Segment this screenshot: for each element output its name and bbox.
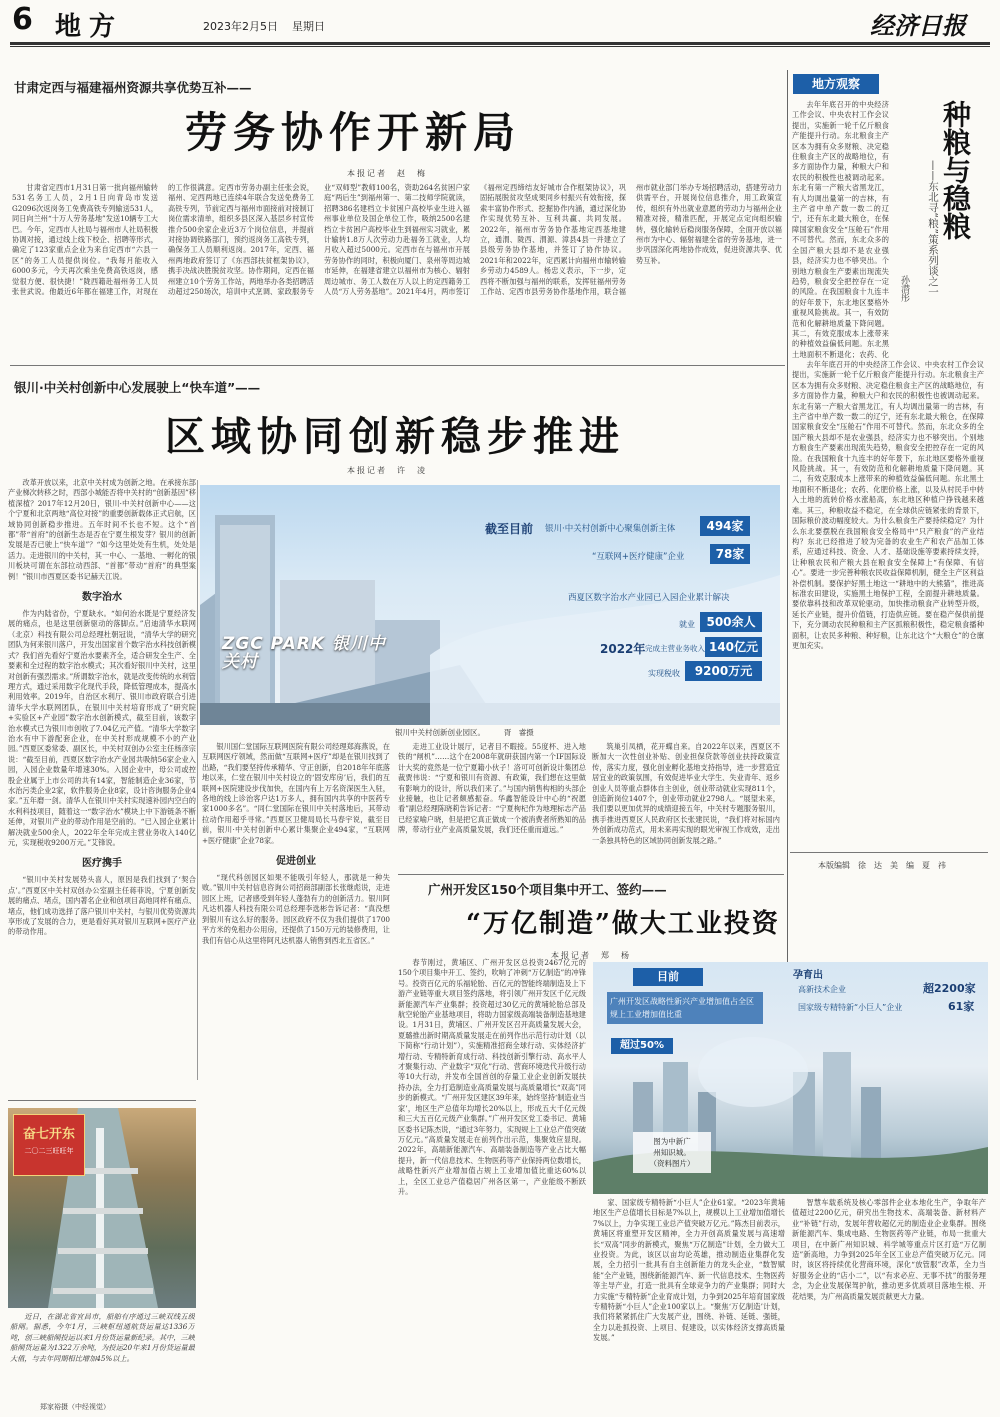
subhead-startup: 促进创业 [276,856,316,868]
header-rule [10,42,990,45]
article2-column-3 [398,742,586,857]
info3-caption-line-1: 图为中新广 [653,1137,691,1146]
info3-item1-label: 高新技术企业 [798,985,846,994]
article2-intro: 改革开放以来，北京中关村成为创新之地。在承接东部产业梯次转移之时，西部小城能否将中关村的“创新基因”移植深植？2017年12月20日，银川·中关村创新中心——这个宁夏和北京两地“高位对接”的重要创新载体正式启航，区域协同创新稳步推进。五年时间不长也不短。这个“首都”带“首府”的创新生态是否在宁夏生根发芽？银川的创新发展是否已驶上“快车道”？“如今这里处处有生机，处处是活力。走进银川的中关村，其一中心、一基地、一孵化的银川板块可谓在东部拉动西部、“首都”带动“首府”的典型案例！”银川市西夏区委书记赫天江说。 [8,478,196,581]
article1-byline: 本报记者 赵 梅 [347,169,427,178]
article3-column-2 [593,1198,785,1410]
zgc-park-photo [200,485,780,725]
photo-caption-zgc: 银川中关村创新创业园区。 胥 睿摄 [395,728,534,737]
new-year-stamp [13,1114,85,1176]
info3-caption-line-3: （资料图片） [649,1159,695,1168]
article2-byline: 本报记者 许 凌 [347,466,427,475]
article3-title: “万亿制造”做大工业投资 [466,909,780,939]
article1-body [12,183,782,356]
article1-kicker: 甘肃定西与福建福州资源共享优势互补—— [14,80,252,95]
article2-digital-text: 作为内陆省份，宁夏缺水。“如何治水既是宁夏经济发展的痛点，也是这里创新驱动的落脚点。”启迪清华水联网（北京）科技有限公司总经理杜朝冠说，“清华大学的研究团队为何来银川落户，开发出国家首个数字治水科技创新模式？我们首先看好宁夏治水要素齐全，适合研发全生产、全要素和全过程的数字治水模式；其次看好银川中关村，这里对创新有强烈需求。”所谓数字治水，就是改变传统的水利管理方式，通过采用数字化现代手段，降低管理成本，提高水利用效率。2019年，自治区水利厅、银川市政府联合引进清华大学水联网团队，在银川中关村培育形成了“研究院+实验区+产业园”数字治水创新模式，截至目前，该数字治水模式已为银川市创收了7.04亿元产值。“清华大学数字治水有中下游配套企业，在中关村形成规模不小的产业园。”西夏区委常委、副区长，中关村双创办公室主任杨彦宗说：“截至目前，西夏区数字治水产业园共吸纳56家企业入园，入园企业数量年增速30%。入园企业中，母公司或控股企业属于上市公司的共有14家，智能制造企业36家，节水治污类企业2家，软件服务企业8家，设计咨询服务企业4家。”五年磨一剑。清华人在银川中关村实现速补园内空白的水利科技项目，随着这一“数字治水”模块上中下游链条不断延伸，对银川产业的带动作用是空前的。“已入园企业累计解决就业500余人，2022年全年完成主营业务收入140亿元，实现税收9200万元。”艾锋说。 [8,609,196,847]
three-gorges-caption [10,1312,195,1400]
article2-kicker: 银川·中关村创新中心发展驶上“快车道”—— [14,380,261,395]
issue-date: 2023年2月5日 [203,20,278,33]
page-editors: 本版编辑 徐 达 美 编 夏 祎 [818,861,946,870]
column-subtitle: ——东北寻“粮”策系列谈之一 [927,160,939,297]
article2-medical-text: “银川中关村发展势头喜人，原因是我们找到了‘契合点’。”西夏区中关村双创办公室副主任蒋菲说，宁夏创新发展的痛点、堵点，国内著名企业和创项目高地同样有痛点、堵点，他们成功选择了落户银川中关村，与银川优势资源共享形成了发展的合力，更是看好其对银川互联网+医疗产业的带动作用。 [8,875,196,937]
stamp-sub: 二〇二三旺旺年 [24,1147,74,1155]
stamp-title: 奋七开东 [22,1127,75,1142]
article2-column-4 [592,742,780,857]
article3-col2-text: 家、国家级专精特新“小巨人”企业61家。“2023年黄埔地区生产总值增长目标是7%以上，规模以上工业增加值增长7%以上，力争实现工业总产值突破万亿元。”陈杰目前表示，黄埔区将重塑开发区精神，全力开创高质量发展与高速增长“双高”同步的新模式，聚焦“万亿制造”计划，全力做大工业投资。为此，该区以亩均论英雄，推动制造业集群化发展，全力招引一批具有自主创新能力的龙头企业，“数智赋能”全产业链，围绕新能源汽车、新一代信息技术、生物医药等主导产业，打造一批具有全球竞争力的产业集群；同时大力实施“专精特新”企业育成计划，力争到2025年培育国家级专精特新“小巨人”企业100家以上。“聚焦‘万亿制造’计划，我们将紧紧抓住广大发展产业，围绕、补链、延链、强链，全力以赴抓投资、上项目、促建设，以实体经济支撑高质量发展。” [593,1198,785,1343]
article2-col2-text: 银川国仁堂国际互联网医院有限公司经理郑海燕说，在互联网医疗领域，然而做“互联网+医疗”却是在银川找到了出路，“我们要坚持传承精华、守正创新，自2018年年底落地以来，仁堂在银川中关村设立的‘固安库房’后，我们的互联网+医院建设步伐加快，在国内有上万名资深医生入驻，各地的线上诊治客户达1万多人，拥有国内共享的中医药专家1000多名”。“同仁堂国际在银川中关村落地后，其带动拉动作用超乎寻常。”西夏区卫健局局长马春宇说，截至目前，银川·中关村创新中心累计集聚企业494家，“互联网+医疗健康”企业78家。 [202,742,390,845]
knowledge-city-photo [593,962,988,1194]
column-text: 去年年底召开的中央经济工作会议、中央农村工作会议提出，实施新一轮千亿斤粮食产能提升行动。东北粮食主产区本为拥有众多财粮、决定稳住粮食主产区的战略地位，有多方面协作力量，种粮大户和农民的积极性也被调动起来。东北有第一产粮大省黑龙江，有人均调出量第一的吉林，有主产省中单产数一数二的辽宁，还有东北最大粮仓，在保障国家粮食安全“压舱石”作用不可替代。然而，东北众多的全国产粮大县却不是农业强县，经济实力也不够突出。个别地方粮食生产要素出现流失趋势，粮食安全把控存在一定的风险。在我国粮食十九连丰的好年景下，东北地区要格外重视风险挑战。其一，有效防范和化解耕地质量下降问题。其二，有效克服成本上涨带来的种植效益偏低问题。东北黑土地面积不断退化；农药、化 [792,100,889,358]
info3-item2-label: 国家级专精特新“小巨人”企业 [798,1003,903,1012]
page-number: 6 [12,2,33,37]
info3-caption-line-2: 州知识城。 [653,1148,691,1157]
stat-year-2022: 2022年 [600,642,646,656]
subhead-medical: 医疗携手 [82,858,122,870]
three-gorges-photo [8,1108,196,1308]
stat-value-tax: 9200万元 [685,661,762,681]
stat-value-medical: 78家 [710,544,750,564]
info3-gather: 孕育出 [793,970,823,981]
info3-as-of: 目前 [633,968,703,986]
stat-value-innovators: 494家 [700,516,750,536]
article3-col3-text: 智慧车载系统及核心零部件企业本地化生产，争取年产值超过2200亿元，研究出生物技术、高端装备、新材料产业“补链”行动，发展年营收超亿元的制造业企业集群。围绕新能源汽车、集成电路、生物医药等产业链，布局一批重大项目，在中新广州知识城、科学城等重点片区打造“万亿制造”新高地，力争到2025年全区工业总产值突破万亿元。同时，该区将持续优化营商环境，深化“放管服”改革，全力当好服务企业的“店小二”，以“有求必应、无事不扰”的服务理念，为企业发展保驾护航，推动更多优质项目落地生根、开花结果，为广州高质量发展贡献更大力量。 [792,1198,986,1301]
page-header [0,0,1000,42]
column-author: 孙潜彤 [899,275,909,302]
info3-left-value: 超过50% [611,1038,673,1054]
article3-kicker: 广州开发区150个项目集中开工、签约—— [428,882,667,897]
section-name: 地方 [55,12,124,42]
infographic-as-of: 截至目前 [485,522,534,536]
masthead-logo: 经济日报 [870,11,966,40]
three-gorges-credit: 郑家裕摄（中经视觉） [40,1403,110,1411]
article1-text: 甘肃省定西市1月31日第一批向福州输转531名务工人员，2月1日向青岛市发送G2096次返岗务工免费高铁专列输送531人，同日向兰州“十万人劳务基地”发送10辆专工大巴。今年，定西市人社局与福州市人社局积极协调对接，通过线上线下校企、招聘等形式，确定了123家重点企业为来自定西市“六县一区”的务工人员提供岗位。“我每月能收入6000多元，今天再次乘坐免费高铁返岗，感觉很方便、很快捷！”陇西籍赴福州务工人员张世武说。他最近6年都在福建工作，对现在的工作很满意。定西市劳务办副主任张会说，福州、定西两地已连续4年联合发送免费务工高铁专列，节前定西与福州市面接前对接制订岗位需求清单，组织多县区深入基层乡村宣传推介500余家企业近3万个岗位信息，并提前对接协调铁路部门，预约返岗务工高铁专列，确保务工人员顺利返岗。2017年，定西、福州两地政府签订了《东西部扶贫框架协议》，携手决战决胜脱贫攻坚。协作期间，定西在福州建立10个劳务工作站，两地举办各类招聘活动超过250场次，培训中式烹调、家政服务专业“双师型”教师100名，资助264名贫困户家庭“两后生”到福州第一、第二技师学院就读，招聘386名建档立卡贫困户高校毕业生进入福州事业单位及国企单位工作，吸纳2500名建档立卡贫困户高校毕业生到福州实习就业，累计输转1.8万人次劳动力赴福务工就业，人均月收入超过5000元。定西市在与福州市开展劳务协作的同时，积极向厦门、泉州等周边城市延伸，在福建省建立以福州市为核心、辐射周边城市、务工人数在万人以上的定西籍务工人员“万人劳务基地”。2021年4月，两市签订《福州定西缔结友好城市合作框架协议》，巩固拓展脱贫攻坚成果同乡村振兴有效衔接，探索丰富协作形式、挖掘协作内涵，通过深化协作实现优势互补、互利共赢、共同发展。2022年，福州市劳务协作基地定西基地建立，通渭、陇西、渭源、漳县4县一并建立了县级劳务协作基地，并签订了协作协议。2021年和2022年，定西累计向福州市输转输乡劳动力4589人。杨忠义表示，下一步，定西将不断加强与福州的联系，发挥驻福州劳务工作站、定西市县劳务协作基地作用，联合福州市就业部门举办专场招聘活动，搭建劳动力供需平台，开展岗位信息推介，用工政策宣传，组织有外出就业意愿的劳动力与福州企业精准对接，精准匹配，开展定点定向组织输转，强化输转后稳岗服务保障，全面开放以福州市为中心、辐射福建全省的劳务基地，进一步巩固深化两地协作成效，促进资源共享、优势互补。 [12,183,782,297]
article2-column-1 [8,478,196,1088]
stat-value-revenue: 140亿元 [705,637,762,657]
article2-col3-text: 走进工业设计展厅，记者目不暇接。55度杯、进入地铁的“闸机”……这个在2008年就研获国内第一个IF国际设计大奖的竟然是一位宁夏籍小伙子！洛可可创新设计集团总裁贾伟说：“宁夏和银川有资源、有政策，我们想在这里做有影响力的设计，所以我们来了。”与国内销售构相的头部企业接触，也让记者颇感振奋。华鑫智能设计中心的“祝愿看”副总经理陈晓莉告诉记者：“宁夏枸杞作为地理标志产品已经家喻户晓，但是把它真正做成一个被消费者所熟知的品牌，带动行业产业高质量发展，我们还任重而道远。” [398,742,586,835]
info3-item2-value: 61家 [948,1000,975,1013]
column-body-main [792,360,984,845]
info3-item1-value: 超2200家 [923,982,976,995]
article3-body-text: 春节刚过，黄埔区、广州开发区总投资2467亿元的150个项目集中开工、签约，吹响了冲刺“万亿制造”的冲锋号。投资百亿元的乐福轮胎、百亿元的智能终端制造及上下游产业链等重大项目签约落地，将引领广州开发区千亿元级新能源汽车产业集群；投资超过30亿元的黄埔轮胎总部及航空轮胎产业基地项目，将助力国家级高端装备制造基地建设。1月31日，黄埔区、广州开发区召开高质量发展大会，夏璐推出新时期高质量发展走在前列作出示范行动计划（以下简称“行动计划”），实施精准招商全球行动、实体经济扩增行动、专精特新育成行动、科技创新引擎行动、高水平人才聚集行动、产业数字“双化”行动、营商环境迭代升级行动等10大行动，并发布全国首创的存量工业企业创新发展扶持办法，全力打造制造业高质量发展与高质量增长“双高”同步的新模式。“广州开发区建区39年来，始终坚持‘制造业当家’，地区生产总值年均增长20%以上，形成五大千亿元级和三大五百亿元级产业集群。”广州开发区党工委书记、黄埔区委书记陈杰说，“通过3年努力，实现规上工业总产值突破万亿元。”高质量发展走在前列作出示范，集聚效应显现。2022年，高端新能源汽车、高端装备制造等产业占比大幅提升，新一代信息技术、生物医药等产业保持两位数增长，战略性新兴产业增加值占规上工业增加值比重达60%以上，全区工业总产值稳居广州各区第一，产业能级不断跃升。 [398,958,586,1196]
column-body-top [792,100,889,358]
stat-label-innovators: 银川·中关村创新中心聚集创新主体 [545,524,676,534]
subhead-digital-water: 数字治水 [82,592,122,604]
stat-sublabel-jobs: 就业 [679,620,695,629]
stat-label-employment: 西夏区数字治水产业园已入园企业累计解决 [568,593,730,603]
park-sign: ZGC PARK 银川中关村 [222,634,386,672]
stat-label-revenue: 完成主营业务收入 [645,644,705,653]
info3-caption [633,1132,711,1173]
article1-title: 劳务协作开新局 [185,108,522,157]
article2-column-2 [202,742,390,1082]
info3-left-label: 广州开发区战略性新兴产业增加值占全区规上工业增加值比重 [607,992,763,1024]
stat-value-jobs: 500余人 [700,612,762,632]
three-gorges-text: 近日，在湖北省宜昌市，船舶有序通过三峡双线五级船闸。据悉，今年1月，三峡枢纽通航货运量达1336万吨，创三峡船闸投运以来1月份货运量新纪录。其中，三峡船闸货运量为1322万余吨，为投运20年来1月份货运量最大值，与去年同期相比增加45%以上。 [10,1312,195,1363]
issue-weekday: 星期日 [292,20,325,33]
column-title: 种粮与稳粮 [939,100,972,240]
stat-label-tax: 实现税收 [648,669,680,678]
stat-label-medical: “互联网+医疗健康”企业 [592,552,685,562]
article2-title: 区域协同创新稳步推进 [165,413,625,460]
column-text-continued: 去年年底召开的中央经济工作会议、中央农村工作会议提出，实施新一轮千亿斤粮食产能提升行动。东北粮食主产区本为拥有众多财粮、决定稳住粮食主产区的战略地位，有多方面协作力量，种粮大户和农民的积极性也被调动起来。东北有第一产粮大省黑龙江，有人均调出量第一的吉林，有主产省中单产数一数二的辽宁，还有东北最大粮仓，在保障国家粮食安全“压舱石”作用不可替代。然而，东北众多的全国产粮大县却不是农业强县，经济实力也不够突出。个别地方粮食生产要素出现流失趋势，粮食安全把控存在一定的风险。在我国粮食十九连丰的好年景下，东北地区要格外重视风险挑战。其一，有效防范和化解耕地质量下降问题。其二，有效克服成本上涨带来的种植效益偏低问题。东北黑土地面积不断退化；农药、化肥价格上涨，以及从村民手中转入土地的流转价格水涨船高，东北地区种植户挣钱越来越难。其三，种粮收益不稳定，在全球供应链紧张的背景下，国际粮价波动幅度较大。为什么粮食生产要持续稳定？为什么东北要摆脱在我国粮食安全格局中“只产粮食”的产业结构？东北已经推进了较为完备的农业生产和农产品加工体系，应通过科技、资金、人才、基础设施等要素持续支持，让种粮农民和产粮大县在粮食安全保障上“有保障、有信心”。要进一步完善种粮农民收益保障机制，健全主产区利益补偿机制。要保护好黑土地这一“耕地中的大熊猫”，推进高标准农田建设，实施黑土地保护工程，全面提升耕地质量。要依靠科技和改革双轮驱动，加快推动粮食产业转型升级，延长产业链，提升价值链，打造供应链。要在稳产保供前提下，充分调动农民种粮和主产区抓粮积极性，稳定粮食播种面积，让农民多种粮、种好粮，让东北这个“大粮仓”的仓廪更加充实。 [792,360,984,650]
article3-column-3 [792,1198,986,1410]
article3-byline: 本报记者 郑 杨 [551,951,631,960]
article2-col4-text: 筑巢引凤栖，花开蝶自来。自2022年以来，西夏区不断加大一次性创业补贴、创业担保贷款等创业扶持政策宣传，落实力度，强化创业孵化基地支持指导，进一步营造宜居宜业的政策氛围，有效促进毕业大学生、失业青年、返乡创业人员等重点群体自主创业，创业带动就业实现811个，创造新岗位1407个，创业带动就业2798人。“展望未来，我们要以更加优异的成绩迎接五年，中关村专题服务银川，携手推进西夏区人民政府区长张建民说，“我们将对标国内外创新成功范式，用未来再实现的眼光审视工作成效，走出一条独具特色的区域协同创新发展之路。” [592,742,780,845]
article3-column-1 [398,958,586,1408]
column-tag: 地方观察 [793,74,879,94]
article2-startup-text: “现代科创园区如果不能吸引年轻人，那就是一种失败。”银川中关村信息咨询公司招商部副部长张继彪说，走进园区上班，记者感受到年轻人蓬勃有力的创新活力。银川阿凡达机器人科技有限公司总经理李选彬告诉记者：“真没想到银川有这么好的服务。园区政府不仅为我们提供了1700平方米的免租办公用房，还提供了150万元的装修费用，让我们有信心从这里将阿凡达机器人销售到西北五省区。” [202,873,390,945]
